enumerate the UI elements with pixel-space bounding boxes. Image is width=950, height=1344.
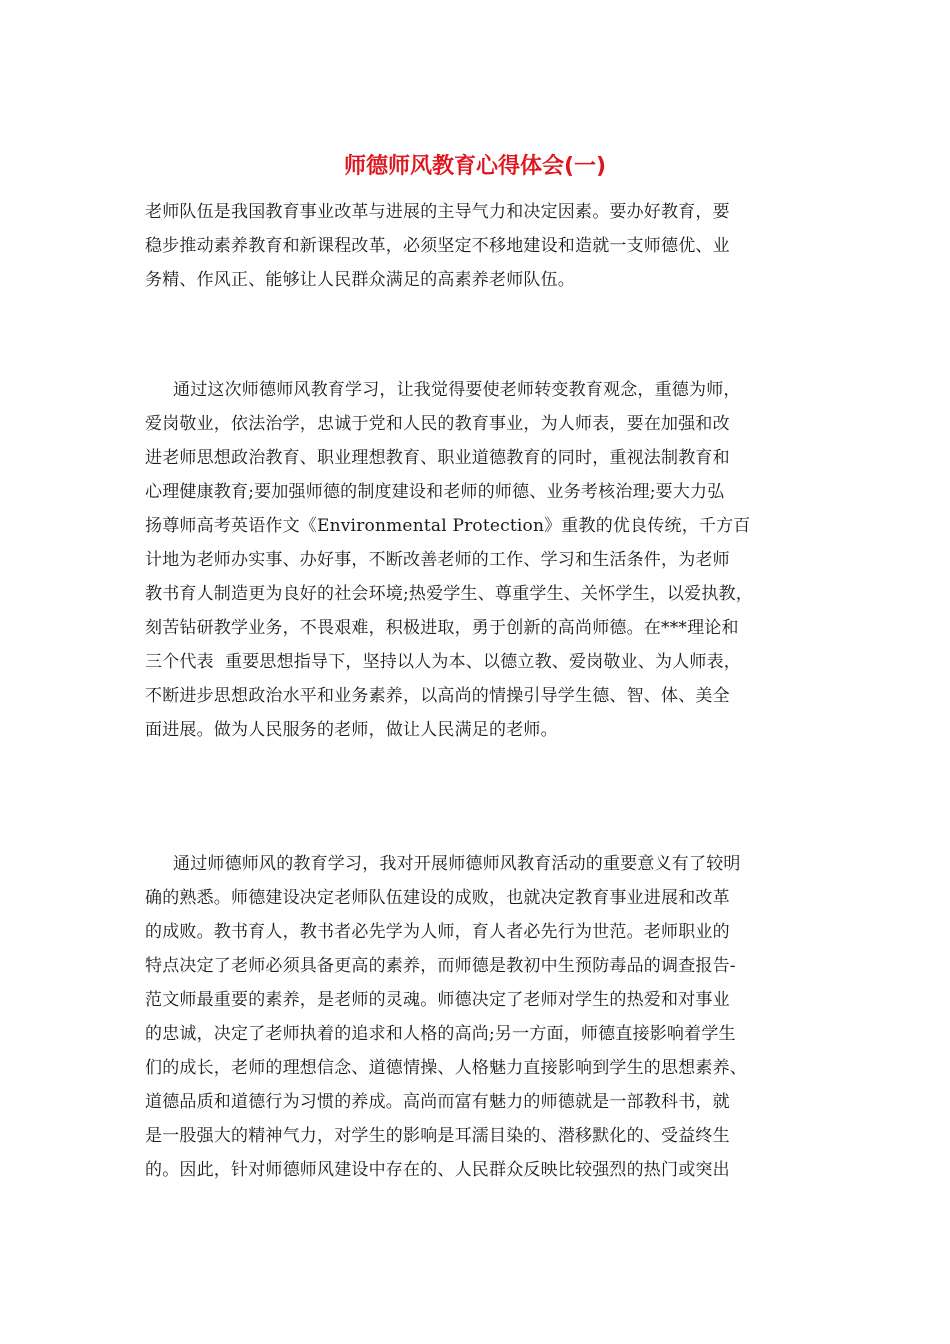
text-line: 不断进步思想政治水平和业务素养，以高尚的情操引导学生德、智、体、美全: [145, 686, 730, 706]
document-title: 师德师风教育心得体会(一): [343, 154, 607, 179]
text-line: 进老师思想政治教育、职业理想教育、职业道德教育的同时，重视法制教育和: [145, 448, 730, 468]
text-line: 的成败。教书育人，教书者必先学为人师，育人者必先行为世范。老师职业的: [145, 922, 730, 942]
paragraph-3: [145, 847, 825, 1187]
text-line: 心理健康教育;要加强师德的制度建设和老师的师德、业务考核治理;要大力弘: [145, 482, 725, 502]
text-line: 教书育人制造更为良好的社会环境;热爱学生、尊重学生、关怀学生，以爱执教，: [145, 584, 753, 604]
text-line: 扬尊师高考英语作文《Environmental Protection》重教的优良传统，千方百: [145, 516, 751, 536]
text-line: 通过师德师风的教育学习，我对开展师德师风教育活动的重要意义有了较明: [173, 854, 741, 874]
text-line: 道德品质和道德行为习惯的养成。高尚而富有魅力的师德就是一部教科书，就: [145, 1092, 730, 1112]
text-line: 的。因此，针对师德师风建设中存在的、人民群众反映比较强烈的热门或突出: [145, 1160, 730, 1180]
paragraph-2: [145, 373, 825, 747]
text-line: 面进展。做为人民服务的老师，做让人民满足的老师。: [145, 720, 558, 740]
text-line: 稳步推动素养教育和新课程改革，必须坚定不移地建设和造就一支师德优、业: [145, 236, 730, 256]
text-line: 老师队伍是我国教育事业改革与进展的主导气力和决定因素。要办好教育，要: [145, 202, 730, 222]
text-line: 确的熟悉。师德建设决定老师队伍建设的成败，也就决定教育事业进展和改革: [145, 888, 730, 908]
text-line: 是一股强大的精神气力，对学生的影响是耳濡目染的、潜移默化的、受益终生: [145, 1126, 730, 1146]
text-line: 的忠诚，决定了老师执着的追求和人格的高尚;另一方面，师德直接影响着学生: [145, 1024, 736, 1044]
paragraph-1: [145, 195, 825, 297]
text-line: 三个代表 重要思想指导下，坚持以人为本、以德立教、爱岗敬业、为人师表，: [145, 652, 742, 672]
text-line: 爱岗敬业，依法治学，忠诚于党和人民的教育事业，为人师表，要在加强和改: [145, 414, 730, 434]
text-line: 范文师最重要的素养，是老师的灵魂。师德决定了老师对学生的热爱和对事业: [145, 990, 730, 1010]
text-line: 计地为老师办实事、办好事，不断改善老师的工作、学习和生活条件，为老师: [145, 550, 730, 570]
text-line: 们的成长，老师的理想信念、道德情操、人格魅力直接影响到学生的思想素养、: [145, 1058, 747, 1078]
text-line: 通过这次师德师风教育学习，让我觉得要使老师转变教育观念，重德为师，: [173, 380, 741, 400]
text-line: 务精、作风正、能够让人民群众满足的高素养老师队伍。: [145, 270, 575, 290]
text-line: 特点决定了老师必须具备更高的素养，而师德是教初中生预防毒品的调查报告-: [145, 956, 736, 976]
text-line: 刻苦钻研教学业务，不畏艰难，积极进取，勇于创新的高尚师德。在***理论和: [145, 618, 739, 638]
